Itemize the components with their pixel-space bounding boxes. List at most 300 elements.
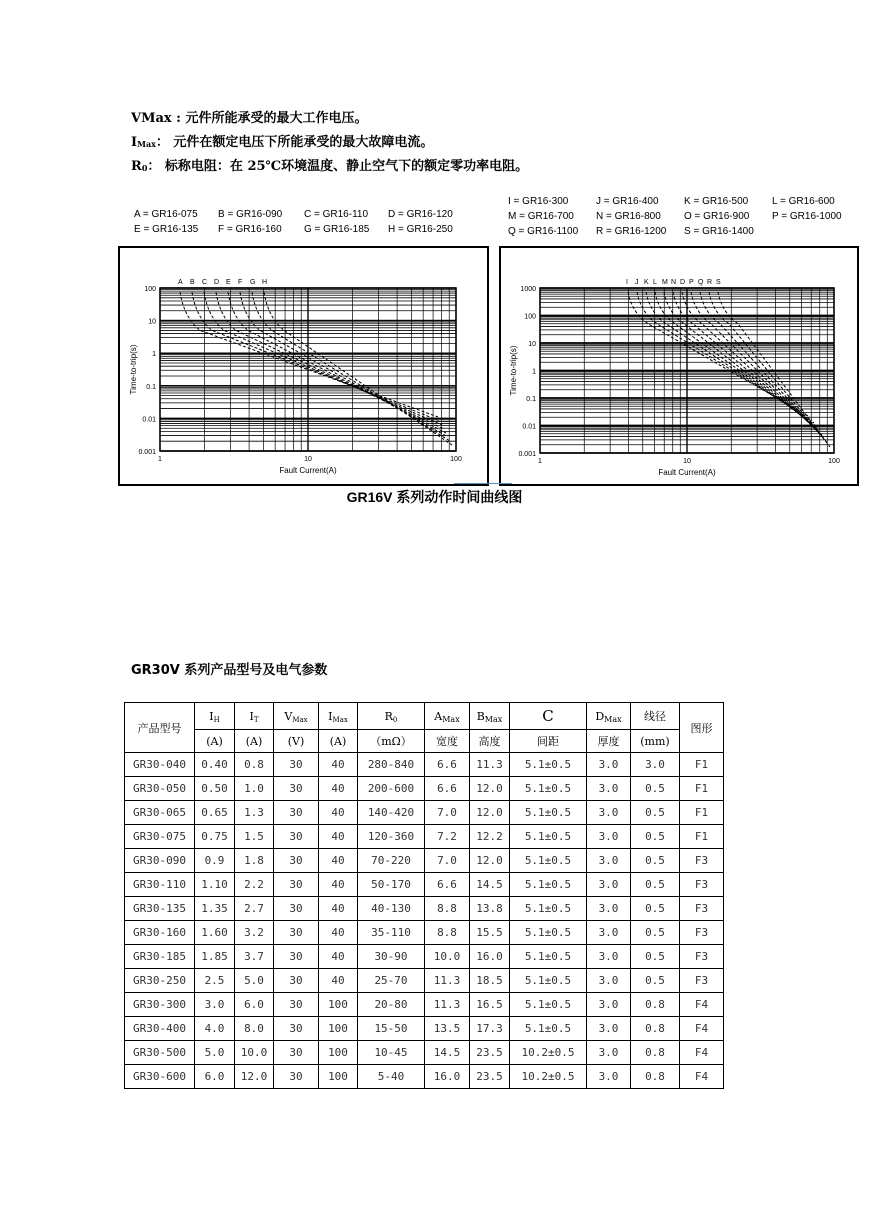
legend-row (508, 224, 860, 239)
definition-term: R (131, 159, 142, 174)
table-cell: 3.0 (587, 897, 631, 921)
table-row (125, 849, 724, 873)
table-cell: 17.3 (470, 1017, 510, 1041)
unit-cell: 高度 (470, 730, 510, 753)
table-cell: 16.0 (425, 1065, 470, 1089)
table-cell: 18.5 (470, 969, 510, 993)
table-cell: 12.2 (470, 825, 510, 849)
header-label: 线径 (644, 710, 666, 723)
table-cell: GR30-065 (125, 801, 195, 825)
table-cell: 0.65 (195, 801, 235, 825)
table-cell: 7.0 (425, 801, 470, 825)
table-cell: 0.8 (631, 993, 680, 1017)
legend-entry: A = GR16-075 (134, 209, 198, 220)
table-cell: 30 (274, 921, 319, 945)
table-cell: GR30-300 (125, 993, 195, 1017)
table-cell: 3.0 (587, 945, 631, 969)
unit-cell: (mm) (631, 730, 680, 753)
legend-row (134, 207, 476, 222)
table-cell: 23.5 (470, 1041, 510, 1065)
table-cell: F1 (680, 777, 724, 801)
table-cell: 2.7 (235, 897, 274, 921)
table-cell: GR30-185 (125, 945, 195, 969)
curve-label: H (262, 279, 268, 286)
table-cell: 140-420 (358, 801, 425, 825)
table-cell: F3 (680, 873, 724, 897)
x-tick-label: 100 (828, 458, 840, 465)
header-ih (195, 703, 235, 730)
table-cell: 3.7 (235, 945, 274, 969)
unit-cell: 厚度 (587, 730, 631, 753)
table-cell: 1.0 (235, 777, 274, 801)
table-cell: 3.0 (587, 1065, 631, 1089)
table-cell: 6.6 (425, 777, 470, 801)
table-cell: 14.5 (470, 873, 510, 897)
table-cell: F4 (680, 993, 724, 1017)
legend-entry: B = GR16-090 (218, 209, 283, 220)
y-tick-label: 10 (528, 341, 536, 348)
table-cell: F4 (680, 1017, 724, 1041)
table-cell: 0.5 (631, 897, 680, 921)
table-cell: 0.5 (631, 849, 680, 873)
table-cell: 40-130 (358, 897, 425, 921)
curve-label: G (250, 279, 256, 286)
table-cell: 14.5 (425, 1041, 470, 1065)
table-cell: 0.8 (235, 753, 274, 777)
definition-imax (131, 131, 528, 155)
table-cell: 3.0 (587, 849, 631, 873)
header-sub: H (213, 715, 220, 724)
table-cell: 12.0 (470, 777, 510, 801)
table-cell: 0.5 (631, 801, 680, 825)
x-axis-label: Fault Current(A) (658, 468, 716, 477)
table-row (125, 1017, 724, 1041)
table-cell: 40 (319, 945, 358, 969)
curve-label: D (214, 279, 220, 286)
table-cell: 1.35 (195, 897, 235, 921)
curve-label: I (626, 279, 628, 286)
table-cell: GR30-135 (125, 897, 195, 921)
header-imax (319, 703, 358, 730)
table-cell: 6.0 (235, 993, 274, 1017)
header-label: V (284, 709, 293, 723)
table-cell: 0.50 (195, 777, 235, 801)
header-c (510, 703, 587, 730)
legend-entry: P = GR16-1000 (772, 211, 842, 222)
table-cell: 30 (274, 993, 319, 1017)
header-amax (425, 703, 470, 730)
definition-sub: Max (137, 139, 156, 149)
header-label: C (542, 707, 554, 725)
definitions (131, 107, 528, 179)
trip-curve (228, 292, 446, 433)
table-cell: 16.0 (470, 945, 510, 969)
table-title: GR30V 系列产品型号及电气参数 (131, 663, 328, 678)
table-body (125, 753, 724, 1089)
y-tick-label: 0.001 (518, 451, 536, 458)
table-row (125, 1041, 724, 1065)
table-cell: 30 (274, 753, 319, 777)
header-r0 (358, 703, 425, 730)
table-cell: F3 (680, 969, 724, 993)
y-tick-label: 100 (144, 286, 156, 293)
definition-sub: 0 (141, 163, 148, 173)
y-tick-label: 1000 (520, 286, 536, 293)
table-cell: 0.8 (631, 1041, 680, 1065)
header-sub: Max (484, 714, 503, 724)
table-cell: 40 (319, 753, 358, 777)
legend-entry: K = GR16-500 (684, 196, 749, 207)
legend-entry: N = GR16-800 (596, 211, 661, 222)
table-cell: 1.60 (195, 921, 235, 945)
left-chart-panel (118, 246, 489, 486)
table-cell: 30 (274, 801, 319, 825)
table-row (125, 801, 724, 825)
table-cell: 3.0 (587, 969, 631, 993)
table-cell: 16.5 (470, 993, 510, 1017)
table-cell: F1 (680, 801, 724, 825)
table-row (125, 897, 724, 921)
table-cell: 0.5 (631, 825, 680, 849)
y-tick-label: 100 (524, 313, 536, 321)
table-cell: 0.9 (195, 849, 235, 873)
table-header-row (125, 703, 724, 730)
header-label: 图形 (690, 721, 713, 735)
table-cell: F3 (680, 897, 724, 921)
y-tick-label: 10 (148, 318, 156, 326)
legend-entry: L = GR16-600 (772, 196, 835, 207)
table-cell: 3.0 (587, 993, 631, 1017)
table-cell: 3.0 (587, 1017, 631, 1041)
table-cell: 30 (274, 777, 319, 801)
y-tick-label: 0.01 (142, 416, 156, 424)
header-label: B (476, 709, 485, 723)
legend-entry: E = GR16-135 (134, 224, 199, 235)
table-cell: 1.10 (195, 873, 235, 897)
legend-entry: R = GR16-1200 (596, 226, 667, 237)
table-cell: 5.1±0.5 (510, 993, 587, 1017)
definition-term: VMax (131, 111, 172, 126)
table-cell: 3.0 (195, 993, 235, 1017)
header-label: A (434, 709, 443, 723)
table-cell: 0.40 (195, 753, 235, 777)
table-cell: 3.0 (587, 873, 631, 897)
table-cell: F4 (680, 1041, 724, 1065)
table-cell: 30 (274, 873, 319, 897)
table-cell: 5.0 (235, 969, 274, 993)
table-cell: 30-90 (358, 945, 425, 969)
caption-divider (454, 483, 512, 484)
table-cell: F4 (680, 1065, 724, 1089)
x-tick-label: 1 (538, 458, 542, 465)
header-dmax (587, 703, 631, 730)
table-cell: 3.0 (587, 825, 631, 849)
table-cell: F1 (680, 753, 724, 777)
curve-label: R (707, 279, 713, 286)
table-cell: 8.8 (425, 897, 470, 921)
table-cell: 15.5 (470, 921, 510, 945)
table-cell: 7.2 (425, 825, 470, 849)
table-cell: 3.0 (631, 753, 680, 777)
table-cell: 5.1±0.5 (510, 897, 587, 921)
table-cell: 11.3 (425, 969, 470, 993)
table-cell: 5.1±0.5 (510, 969, 587, 993)
table-row (125, 993, 724, 1017)
spec-table (124, 702, 724, 1089)
header-it (235, 703, 274, 730)
left-chart-legend (134, 207, 476, 237)
table-row (125, 825, 724, 849)
table-cell: 30 (274, 1065, 319, 1089)
legend-entry: G = GR16-185 (304, 224, 370, 235)
table-cell: GR30-040 (125, 753, 195, 777)
table-cell: 5-40 (358, 1065, 425, 1089)
table-cell: 8.8 (425, 921, 470, 945)
table-cell: 12.0 (470, 801, 510, 825)
table-cell: 12.0 (470, 849, 510, 873)
table-cell: GR30-110 (125, 873, 195, 897)
table-cell: 3.0 (587, 921, 631, 945)
table-cell: 6.0 (195, 1065, 235, 1089)
table-cell: 5.1±0.5 (510, 1017, 587, 1041)
y-tick-label: 0.1 (146, 383, 156, 391)
curve-label: J (635, 279, 639, 286)
table-cell: 2.5 (195, 969, 235, 993)
header-model (125, 703, 195, 753)
table-cell: 5.1±0.5 (510, 945, 587, 969)
table-cell: 0.5 (631, 777, 680, 801)
legend-entry: O = GR16-900 (684, 211, 750, 222)
x-tick-label: 100 (450, 456, 462, 463)
right-chart-legend (508, 194, 860, 239)
table-row (125, 873, 724, 897)
table-cell: 40 (319, 849, 358, 873)
table-cell: 40 (319, 969, 358, 993)
definition-text: ： 元件在额定电压下所能承受的最大故障电流。 (155, 135, 434, 150)
header-label: R (384, 709, 393, 723)
table-cell: 30 (274, 849, 319, 873)
table-cell: 10-45 (358, 1041, 425, 1065)
table-cell: 100 (319, 1065, 358, 1089)
table-cell: 1.3 (235, 801, 274, 825)
table-cell: 40 (319, 801, 358, 825)
table-row (125, 945, 724, 969)
table-row (125, 753, 724, 777)
curve-label: B (190, 279, 195, 286)
table-cell: 100 (319, 1041, 358, 1065)
table-cell: 0.75 (195, 825, 235, 849)
table-cell: 3.0 (587, 753, 631, 777)
table-cell: 6.6 (425, 753, 470, 777)
table-cell: GR30-600 (125, 1065, 195, 1089)
table-cell: GR30-500 (125, 1041, 195, 1065)
table-cell: 280-840 (358, 753, 425, 777)
table-cell: 11.3 (425, 993, 470, 1017)
header-sub: 0 (392, 715, 398, 724)
table-cell: 30 (274, 897, 319, 921)
table-cell: 15-50 (358, 1017, 425, 1041)
x-axis-label: Fault Current(A) (279, 466, 337, 475)
table-cell: 13.8 (470, 897, 510, 921)
x-tick-label: 10 (683, 458, 691, 465)
table-cell: 4.0 (195, 1017, 235, 1041)
unit-cell: (A) (235, 730, 274, 753)
table-cell: 40 (319, 777, 358, 801)
header-sub: Max (442, 714, 460, 724)
unit-cell: (V) (274, 730, 319, 753)
definition-r0 (131, 155, 528, 179)
legend-entry: J = GR16-400 (596, 196, 659, 207)
table-cell: 100 (319, 993, 358, 1017)
table-cell: 2.2 (235, 873, 274, 897)
table-row (125, 777, 724, 801)
curve-label: Q (698, 279, 704, 286)
legend-entry: M = GR16-700 (508, 211, 574, 222)
unit-cell: 间距 (510, 730, 587, 753)
header-label: 产品型号 (137, 721, 182, 735)
trip-curve (240, 292, 448, 437)
table-cell: 11.3 (470, 753, 510, 777)
table-cell: 5.1±0.5 (510, 801, 587, 825)
table-units-row (125, 730, 724, 753)
table-cell: 0.5 (631, 969, 680, 993)
table-cell: 40 (319, 921, 358, 945)
y-axis-label: Time-to-trip(s) (129, 344, 138, 395)
table-cell: 3.0 (587, 777, 631, 801)
curve-label: M (662, 279, 668, 286)
legend-entry: F = GR16-160 (218, 224, 282, 235)
definition-term: I (131, 135, 138, 150)
table-cell: GR30-050 (125, 777, 195, 801)
header-sub: T (253, 715, 259, 724)
table-cell: 30 (274, 945, 319, 969)
table-cell: 30 (274, 969, 319, 993)
table-cell: 5.0 (195, 1041, 235, 1065)
table-cell: 7.0 (425, 849, 470, 873)
table-cell: 120-360 (358, 825, 425, 849)
table-cell: 0.8 (631, 1065, 680, 1089)
table-cell: 70-220 (358, 849, 425, 873)
table-cell: 10.0 (235, 1041, 274, 1065)
header-label: D (595, 709, 605, 723)
definition-text: ： 标称电阻：在 25℃环境温度、静止空气下的额定零功率电阻。 (147, 159, 529, 174)
unit-cell: (A) (319, 730, 358, 753)
table-cell: 20-80 (358, 993, 425, 1017)
definition-vmax (131, 107, 528, 131)
table-cell: 25-70 (358, 969, 425, 993)
table-cell: 12.0 (235, 1065, 274, 1089)
unit-cell: 宽度 (425, 730, 470, 753)
table-cell: 0.5 (631, 873, 680, 897)
table-cell: 13.5 (425, 1017, 470, 1041)
curve-label: L (653, 279, 657, 286)
legend-entry: H = GR16-250 (388, 224, 453, 235)
right-chart-panel (499, 246, 859, 486)
table-cell: 30 (274, 825, 319, 849)
table-cell: 35-110 (358, 921, 425, 945)
y-tick-label: 1 (532, 368, 536, 376)
curve-label: K (644, 279, 649, 286)
curve-label: S (716, 279, 721, 286)
table-cell: 5.1±0.5 (510, 873, 587, 897)
table-cell: 23.5 (470, 1065, 510, 1089)
curve-label: A (178, 279, 183, 286)
legend-row (508, 209, 860, 224)
trip-curve (691, 292, 824, 438)
table-cell: 10.2±0.5 (510, 1065, 587, 1089)
table-cell: 8.0 (235, 1017, 274, 1041)
legend-entry: C = GR16-110 (304, 209, 369, 220)
table-cell: 10.2±0.5 (510, 1041, 587, 1065)
y-tick-label: 0.01 (522, 423, 536, 431)
table-cell: 10.0 (425, 945, 470, 969)
table-cell: 0.5 (631, 921, 680, 945)
legend-row (508, 194, 860, 209)
header-vmax (274, 703, 319, 730)
legend-entry: S = GR16-1400 (684, 226, 754, 237)
y-tick-label: 0.1 (526, 396, 536, 403)
header-label: I (209, 709, 214, 723)
curve-label: N (671, 279, 677, 286)
header-label: I (249, 709, 254, 723)
header-sub: Max (604, 714, 622, 724)
table-cell: 0.8 (631, 1017, 680, 1041)
table-cell: GR30-090 (125, 849, 195, 873)
unit-cell: （mΩ） (358, 730, 425, 753)
table-cell: F3 (680, 849, 724, 873)
table-cell: 5.1±0.5 (510, 753, 587, 777)
table-cell: 3.0 (587, 801, 631, 825)
trip-curve (682, 292, 822, 435)
header-sub: Max (332, 715, 348, 724)
header-bmax (470, 703, 510, 730)
unit-cell: (A) (195, 730, 235, 753)
table-cell: 200-600 (358, 777, 425, 801)
curve-label: F (238, 279, 243, 286)
table-cell: 3.0 (587, 1041, 631, 1065)
table-cell: 3.2 (235, 921, 274, 945)
legend-entry: Q = GR16-1100 (508, 226, 579, 237)
curve-label: D (680, 279, 686, 286)
legend-row (134, 222, 476, 237)
table-row (125, 1065, 724, 1089)
right-chart (501, 248, 857, 484)
table-row (125, 969, 724, 993)
table-cell: GR30-075 (125, 825, 195, 849)
table-cell: 1.8 (235, 849, 274, 873)
figure-caption: GR16V 系列动作时间曲线图 (346, 489, 523, 505)
table-cell: GR30-400 (125, 1017, 195, 1041)
table-cell: 5.1±0.5 (510, 777, 587, 801)
curve-label: C (202, 279, 208, 286)
table-cell: 6.6 (425, 873, 470, 897)
left-chart (120, 248, 487, 484)
y-axis-label: Time-to-trip(s) (509, 345, 518, 396)
curve-label: P (689, 279, 694, 286)
header-shape (680, 703, 724, 753)
table-cell: 5.1±0.5 (510, 825, 587, 849)
y-tick-label: 1 (152, 351, 156, 359)
table-cell: 30 (274, 1041, 319, 1065)
definition-text: : 元件所能承受的最大工作电压。 (171, 111, 368, 126)
header-wire (631, 703, 680, 730)
table-cell: F1 (680, 825, 724, 849)
table-cell: F3 (680, 921, 724, 945)
table-cell: 5.1±0.5 (510, 921, 587, 945)
trip-curve-figure (118, 192, 859, 486)
x-tick-label: 10 (304, 456, 312, 463)
curve-label: E (226, 279, 231, 286)
